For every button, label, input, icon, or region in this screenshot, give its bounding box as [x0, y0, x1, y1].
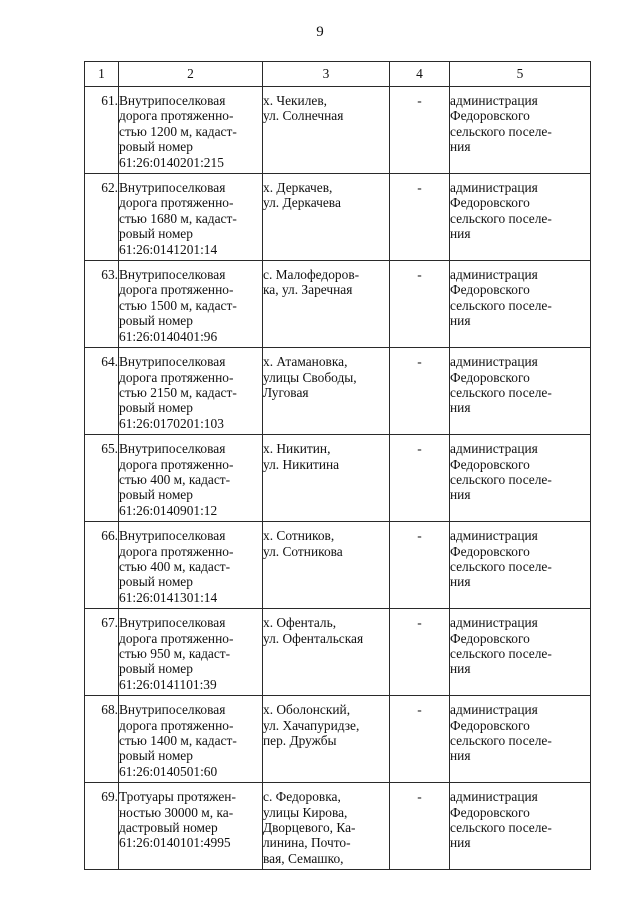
table-row [85, 609, 591, 696]
row-number: 63. [85, 261, 119, 348]
owner-name [450, 696, 591, 783]
owner-name-line: администрация [450, 267, 538, 283]
owner-name-line: ния [450, 487, 471, 503]
object-name-line: Внутрипоселковая [119, 93, 226, 108]
object-address-line: ул. Хачапуридзе, [263, 717, 360, 733]
object-name-line: стью 400 м, кадаст- [119, 558, 231, 574]
object-address-line: Луговая [263, 384, 309, 400]
object-address-line: ка, ул. Заречная [263, 282, 353, 298]
header-row [85, 62, 591, 87]
object-address-line: линина, Почто- [263, 835, 351, 851]
object-address [263, 87, 390, 174]
owner-name-line: Федоровского [450, 282, 530, 298]
owner-name-line: ния [450, 835, 471, 851]
table-row [85, 261, 591, 348]
owner-name-line: администрация [450, 180, 538, 196]
object-name-line: Внутрипоселковая [119, 528, 226, 544]
object-name-line: Внутрипоселковая [119, 702, 226, 718]
column-header-1: 1 [85, 62, 119, 87]
owner-name-line: ния [450, 139, 471, 155]
object-address-line: ул. Деркачева [263, 195, 341, 211]
table-row [85, 435, 591, 522]
table-row [85, 174, 591, 261]
object-address [263, 174, 390, 261]
table-row [85, 783, 591, 870]
object-name [119, 261, 263, 348]
object-name-line: стью 2150 м, кадаст- [119, 384, 237, 400]
object-name-line: 61:26:0140101:4995 [119, 835, 231, 851]
object-name-line: Внутрипоселковая [119, 615, 226, 631]
owner-name-line: Федоровского [450, 717, 530, 733]
object-name-line: стью 400 м, кадаст- [119, 471, 231, 487]
object-name-line: дастровый номер [119, 820, 218, 836]
object-address-line: ул. Офентальская [263, 630, 364, 646]
owner-name [450, 435, 591, 522]
owner-name-line: ния [450, 748, 471, 764]
owner-name-line: Федоровского [450, 108, 530, 124]
owner-name-line: сельского поселе- [450, 384, 552, 400]
table-row [85, 522, 591, 609]
object-address-line: х. Оболонский, [263, 702, 351, 718]
object-name-line: ровый номер [119, 487, 193, 503]
object-address [263, 696, 390, 783]
object-name-line: ровый номер [119, 226, 193, 242]
owner-name [450, 174, 591, 261]
column-4-value: - [390, 696, 450, 783]
object-name [119, 609, 263, 696]
owner-name [450, 609, 591, 696]
column-4-value: - [390, 783, 450, 870]
page-number: 9 [316, 24, 324, 40]
object-address-line: х. Сотников, [263, 528, 335, 544]
owner-name-line: сельского поселе- [450, 820, 552, 836]
object-address-line: ул. Никитина [263, 456, 340, 472]
object-name-line: ровый номер [119, 748, 193, 764]
object-name [119, 696, 263, 783]
object-name-line: Внутрипоселковая [119, 267, 226, 283]
object-address-line: улицы Свободы, [263, 369, 357, 385]
object-name-line: ровый номер [119, 400, 193, 416]
object-address-line: Дворцевого, Ка- [263, 820, 356, 836]
object-address [263, 609, 390, 696]
column-4-value: - [390, 348, 450, 435]
object-address-line: х. Офенталь, [263, 615, 337, 631]
owner-name-line: сельского поселе- [450, 646, 552, 661]
object-name [119, 522, 263, 609]
owner-name-line: ния [450, 574, 471, 590]
column-4-value: - [390, 174, 450, 261]
object-address-line: ул. Сотникова [263, 543, 343, 559]
object-name-line: дорога протяженно- [119, 456, 234, 472]
row-number: 64. [85, 348, 119, 435]
object-name-line: дорога протяженно- [119, 543, 234, 559]
object-name-line: стью 950 м, кадаст- [119, 646, 231, 661]
object-name-line: 61:26:0141101:39 [119, 676, 217, 692]
table-row [85, 348, 591, 435]
object-name-line: дорога протяженно- [119, 195, 234, 211]
object-name-line: дорога протяженно- [119, 369, 234, 385]
column-4-value: - [390, 87, 450, 174]
object-name-line: стью 1400 м, кадаст- [119, 733, 237, 749]
object-address [263, 522, 390, 609]
column-4-value: - [390, 261, 450, 348]
object-address-line: пер. Дружбы [263, 733, 337, 749]
object-name-line: 61:26:0140501:60 [119, 763, 218, 779]
object-name [119, 783, 263, 870]
column-header-3: 3 [263, 62, 390, 87]
object-address-line: х. Никитин, [263, 441, 331, 457]
object-address [263, 783, 390, 870]
owner-name-line: администрация [450, 615, 538, 631]
object-name-line: Внутрипоселковая [119, 441, 226, 457]
object-name-line: стью 1680 м, кадаст- [119, 210, 237, 226]
owner-name-line: сельского поселе- [450, 297, 552, 313]
owner-name-line: администрация [450, 528, 538, 544]
object-address-line: вая, Семашко, [263, 850, 344, 866]
object-name [119, 174, 263, 261]
object-name-line: 61:26:0141201:14 [119, 241, 218, 257]
owner-name [450, 87, 591, 174]
owner-name [450, 783, 591, 870]
owner-name-line: сельского поселе- [450, 210, 552, 226]
owner-name-line: сельского поселе- [450, 733, 552, 749]
owner-name-line: Федоровского [450, 369, 530, 385]
object-address [263, 435, 390, 522]
owner-name-line: Федоровского [450, 804, 530, 820]
owner-name-line: администрация [450, 441, 538, 457]
object-name-line: 61:26:0140901:12 [119, 502, 218, 518]
object-name-line: ностью 30000 м, ка- [119, 804, 234, 820]
row-number: 65. [85, 435, 119, 522]
column-header-4: 4 [390, 62, 450, 87]
object-name-line: 61:26:0140201:215 [119, 154, 224, 170]
owner-name-line: сельского поселе- [450, 471, 552, 487]
object-name-line: 61:26:0140401:96 [119, 328, 218, 344]
owner-name-line: ния [450, 400, 471, 416]
owner-name-line: администрация [450, 789, 538, 805]
object-name-line: 61:26:0141301:14 [119, 589, 218, 605]
object-name [119, 348, 263, 435]
row-number: 61. [85, 87, 119, 174]
row-number: 68. [85, 696, 119, 783]
column-header-5: 5 [450, 62, 591, 87]
owner-name-line: сельского поселе- [450, 123, 552, 139]
owner-name [450, 522, 591, 609]
object-name [119, 435, 263, 522]
owner-name-line: сельского поселе- [450, 558, 552, 574]
owner-name-line: ния [450, 226, 471, 242]
object-name-line: ровый номер [119, 661, 193, 677]
table-row [85, 696, 591, 783]
row-number: 62. [85, 174, 119, 261]
object-name-line: дорога протяженно- [119, 108, 234, 124]
object-name-line: Внутрипоселковая [119, 180, 226, 196]
object-address-line: с. Федоровка, [263, 789, 341, 805]
object-address-line: улицы Кирова, [263, 804, 348, 820]
object-name-line: ровый номер [119, 574, 193, 590]
column-header-2: 2 [119, 62, 263, 87]
owner-name-line: администрация [450, 93, 538, 108]
owner-name-line: Федоровского [450, 630, 530, 646]
object-name-line: ровый номер [119, 313, 193, 329]
object-address-line: х. Деркачев, [263, 180, 333, 196]
column-4-value: - [390, 435, 450, 522]
object-name-line: стью 1200 м, кадаст- [119, 123, 237, 139]
object-name-line: стью 1500 м, кадаст- [119, 297, 237, 313]
owner-name-line: администрация [450, 702, 538, 718]
object-name [119, 87, 263, 174]
table-body [85, 87, 591, 870]
object-name-line: 61:26:0170201:103 [119, 415, 224, 431]
row-number: 67. [85, 609, 119, 696]
owner-name-line: Федоровского [450, 543, 530, 559]
object-address-line: х. Чекилев, [263, 93, 328, 108]
column-4-value: - [390, 609, 450, 696]
object-name-line: Тротуары протяжен- [119, 789, 236, 805]
property-registry-table [84, 61, 591, 870]
owner-name [450, 261, 591, 348]
object-address-line: ул. Солнечная [263, 108, 344, 124]
object-name-line: дорога протяженно- [119, 630, 234, 646]
owner-name-line: Федоровского [450, 456, 530, 472]
owner-name-line: ния [450, 313, 471, 329]
object-address [263, 261, 390, 348]
column-4-value: - [390, 522, 450, 609]
object-address-line: с. Малофедоров- [263, 267, 360, 283]
row-number: 66. [85, 522, 119, 609]
object-name-line: ровый номер [119, 139, 193, 155]
object-address-line: х. Атамановка, [263, 354, 348, 370]
owner-name-line: ния [450, 661, 471, 677]
owner-name [450, 348, 591, 435]
table-row [85, 87, 591, 174]
object-address [263, 348, 390, 435]
owner-name-line: администрация [450, 354, 538, 370]
row-number: 69. [85, 783, 119, 870]
object-name-line: Внутрипоселковая [119, 354, 226, 370]
object-name-line: дорога протяженно- [119, 717, 234, 733]
owner-name-line: Федоровского [450, 195, 530, 211]
object-name-line: дорога протяженно- [119, 282, 234, 298]
